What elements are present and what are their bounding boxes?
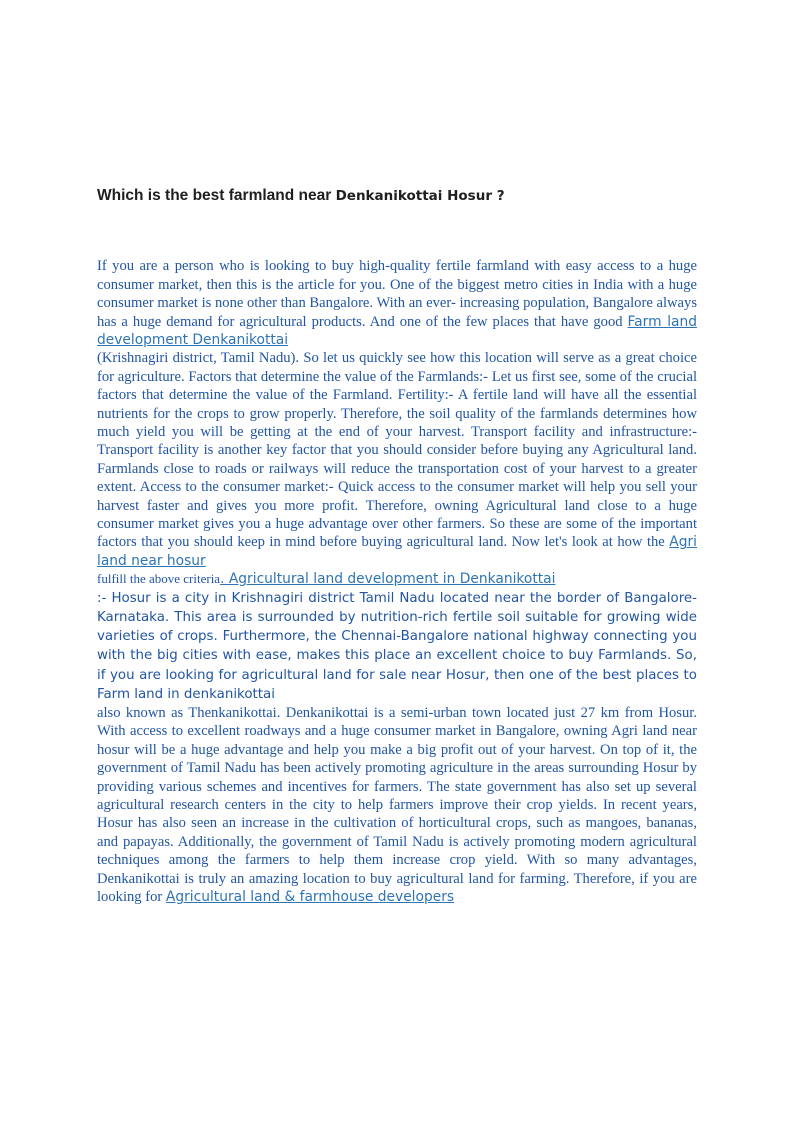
paragraph-hosur-city (97, 589, 697, 704)
heading-main-text: Which is the best farmland near (97, 187, 336, 204)
paragraph-hosur-city-text: :- Hosur is a city in Krishnagiri district Tamil Nadu located near the border of Bangalore-Karnataka. This area is surrounded by nutrition-rich fertile soil suitable for growing wide varieties of crops. Furthermore, the Chennai-Bangalore national highway connecting you with the big cities with ease, makes this place an excellent choice to buy Farmlands. So, if you are looking for agricultural land for sale near Hosur, then one of the best places to Farm land in denkanikottai (97, 590, 697, 702)
paragraph-thenkanikottai-text: also known as Thenkanikottai. Denkanikottai is a semi-urban town located just 27 km from Hosur. With access to excellent roadways and a huge consumer market in Bangalore, owning Agri land near hosur will be a huge advantage and help you make a big profit out of your harvest. On top of it, the government of Tamil Nadu has been actively promoting agriculture in the areas surrounding Hosur by providing various schemes and incentives for farmers. The state government has also set up several agricultural research centers in the city to help farmers improve their crop yields. In recent years, Hosur has also seen an increase in the cultivation of horticultural crops, such as mangoes, bananas, and papayas. Additionally, the government of Tamil Nadu is actively promoting modern agricultural techniques among the farmers to help them increase crop yield. With so many advantages, Denkanikottai is truly an amazing location to buy agricultural land for farming. Therefore, if you are looking for (97, 704, 697, 905)
paragraph-thenkanikottai (97, 704, 697, 906)
link-agricultural-land[interactable]: Agricultural land & (165, 888, 300, 905)
paragraph-factors (97, 349, 697, 570)
link-farm-land-development-denkanikottai[interactable]: Farm land development Denkanikottai (97, 313, 698, 348)
link-agri-land-near-hosur[interactable]: Agri land near hosur (97, 534, 697, 569)
paragraph-intro-text: If you are a person who is looking to buy high-quality fertile farmland with easy access to a huge consumer market, then this is the article for you. One of the biggest metro cities in India with a huge consumer market is none other than Bangalore. With an ever- increasing population, Bangalore always has a huge demand for agricultural products. And one of the few places that have good (97, 258, 697, 330)
paragraph-criteria (97, 570, 697, 588)
page-title (97, 186, 697, 205)
heading-secondary-text: Denkanikottai Hosur ? (335, 188, 505, 204)
link-agricultural-land-development-denkanikottai[interactable]: . Agricultural land development in Denkanikottai (220, 571, 556, 588)
paragraph-factors-text: (Krishnagiri district, Tamil Nadu). So let us quickly see how this location will serve as a great choice for agriculture. Factors that determine the value of the Farmlands:- Let us first see, some of the crucial factors that determine the value of the Farmland. Fertility:- A fertile land will have all the essential nutrients for the crops to grow properly. Therefore, the soil quality of the farmlands determines how much yield you will be getting at the end of your harvest. Transport facility and infrastructure:- Transport facility is another key factor that you should consider before buying any Agricultural land. Farmlands close to roads or railways will reduce the transportation cost of your harvest to a greater extent. Access to the consumer market:- Quick access to the consumer market will help you sell your harvest faster and gives you more profit. Therefore, owning Agricultural land close to a huge consumer market gives you a huge advantage over other farmers. So these are some of the important factors that you should keep in mind before buying agricultural land. Now let's look at how the (97, 350, 697, 551)
paragraph-intro (97, 257, 697, 349)
paragraph-criteria-text: fulfill the above criteria (97, 571, 221, 587)
link-farmhouse-developers[interactable]: farmhouse developers (299, 888, 455, 905)
